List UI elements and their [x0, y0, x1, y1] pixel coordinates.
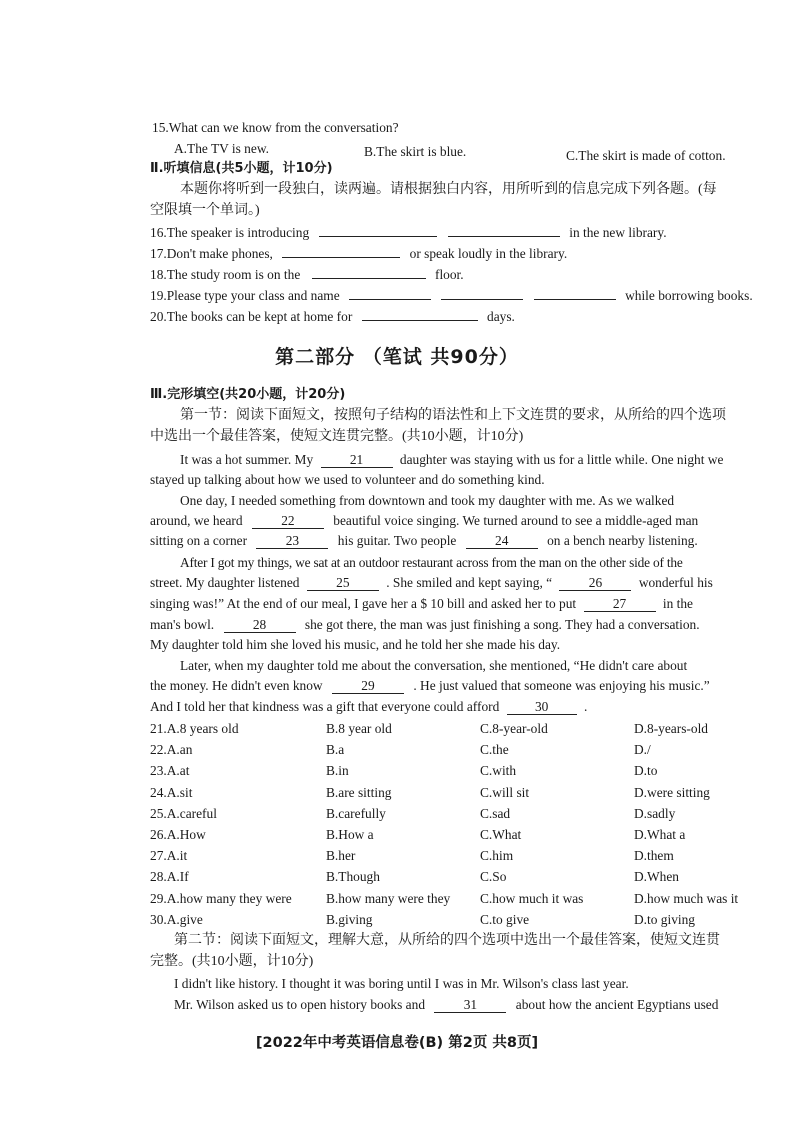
- passage-text: in the: [662, 596, 693, 611]
- q19-line: [150, 287, 753, 305]
- cloze-blank-31[interactable]: 31: [434, 997, 506, 1013]
- part2-title: 第二部分 （笔试 共90分）: [275, 346, 519, 368]
- passage2-text: Mr. Wilson asked us to open history books and: [174, 997, 426, 1012]
- q19-blank-3[interactable]: [534, 299, 616, 300]
- option-23-d[interactable]: D.to: [634, 763, 658, 779]
- cloze-blank-25[interactable]: 25: [307, 575, 379, 591]
- option-30-b[interactable]: B.giving: [326, 911, 373, 927]
- q18-text-end: floor.: [434, 267, 464, 282]
- q16-blank-2[interactable]: [448, 236, 560, 237]
- passage-text: sitting on a corner: [150, 533, 248, 548]
- option-21-b[interactable]: B.8 year old: [326, 721, 392, 736]
- cloze-blank-30[interactable]: 30: [507, 699, 577, 715]
- q20-line: [150, 308, 515, 326]
- option-21-c[interactable]: C.8-year-old: [480, 721, 548, 736]
- q15-question: 15.What can we know from the conversation?: [152, 120, 399, 135]
- q16-text: 16.The speaker is introducing: [150, 225, 310, 240]
- cloze-blank-23[interactable]: 23: [256, 533, 328, 549]
- passage-line: One day, I needed something from downtown and took my daughter with me. As we walked: [180, 493, 675, 508]
- passage-text: around, we heard: [150, 513, 243, 528]
- passage-text: street. My daughter listened: [150, 575, 300, 590]
- passage-text: on a bench nearby listening.: [547, 533, 698, 548]
- cloze-blank-22[interactable]: 22: [252, 513, 324, 529]
- section3-sub2-line1: 第二节：阅读下面短文，理解大意，从所给的四个选项中选出一个最佳答案，使短文连贯: [174, 933, 720, 948]
- option-24-d[interactable]: D.were sitting: [634, 784, 710, 800]
- option-24-b[interactable]: B.are sitting: [326, 784, 392, 800]
- q19-blank-1[interactable]: [349, 299, 431, 300]
- passage-line: [150, 698, 587, 716]
- passage2-text: about how the ancient Egyptians used: [515, 997, 719, 1012]
- option-27-b[interactable]: B.her: [326, 848, 356, 864]
- passage-text: his guitar. Two people: [337, 533, 457, 548]
- option-27-d[interactable]: D.them: [634, 848, 674, 864]
- option-28-c[interactable]: C.So: [480, 869, 507, 885]
- option-22-c[interactable]: C.the: [480, 742, 509, 758]
- passage-text: wonderful his: [638, 575, 713, 590]
- cloze-blank-21[interactable]: 21: [321, 452, 393, 468]
- q20-blank[interactable]: [362, 320, 478, 321]
- passage-line: After I got my things, we sat at an outdoor restaurant across from the man on the other side of the: [180, 555, 683, 570]
- cloze-blank-28[interactable]: 28: [224, 617, 296, 633]
- q17-blank[interactable]: [282, 257, 400, 258]
- section3-sub1-line1: 第一节：阅读下面短文，按照句子结构的语法性和上下文连贯的要求，从所给的四个选项: [180, 408, 726, 423]
- passage-line: [180, 451, 723, 469]
- q18-text: 18.The study room is on the: [150, 267, 301, 282]
- passage-text: And I told her that kindness was a gift that everyone could afford: [150, 699, 500, 714]
- passage-text: she got there, the man was just finishing a song. They had a conversation.: [304, 617, 700, 632]
- passage-text: . She smiled and kept saying, “: [386, 575, 553, 590]
- section2-instruction-line2: 空限填一个单词。): [150, 203, 260, 218]
- option-28-d[interactable]: D.When: [634, 869, 679, 885]
- option-21-a[interactable]: 21.A.8 years old: [150, 721, 239, 736]
- option-29-d[interactable]: D.how much was it: [634, 890, 739, 906]
- passage-text: .: [584, 699, 588, 714]
- option-27-c[interactable]: C.him: [480, 848, 514, 864]
- q15-option-c: C.The skirt is made of cotton.: [566, 148, 726, 163]
- passage-text: the money. He didn't even know: [150, 678, 323, 693]
- option-30-c[interactable]: C.to give: [480, 911, 530, 927]
- option-22-a[interactable]: 22.A.an: [150, 742, 193, 758]
- option-29-b[interactable]: B.how many were they: [326, 890, 451, 906]
- q19-text: 19.Please type your class and name: [150, 288, 340, 303]
- option-25-b[interactable]: B.carefully: [326, 805, 386, 821]
- option-26-d[interactable]: D.What a: [634, 827, 686, 842]
- passage-text: daughter was staying with us for a little while. One night we: [399, 452, 724, 467]
- passage-text: beautiful voice singing. We turned around to see a middle-aged man: [333, 513, 699, 528]
- option-23-b[interactable]: B.in: [326, 763, 349, 779]
- option-22-b[interactable]: B.a: [326, 742, 345, 758]
- passage-line: My daughter told him she loved his music, and he told her she made his day.: [150, 637, 561, 652]
- option-25-a[interactable]: 25.A.careful: [150, 805, 217, 821]
- option-30-a[interactable]: 30.A.give: [150, 911, 203, 927]
- cloze-blank-29[interactable]: 29: [332, 678, 404, 694]
- q16-text-end: in the new library.: [569, 225, 667, 240]
- option-24-a[interactable]: 24.A.sit: [150, 784, 193, 800]
- section3-heading: Ⅲ.完形填空(共20小题，计20分): [150, 387, 346, 402]
- q16-line: [150, 224, 667, 242]
- q20-text: 20.The books can be kept at home for: [150, 309, 353, 324]
- option-26-a[interactable]: 26.A.How: [150, 827, 206, 842]
- page-footer: [2022年中考英语信息卷(B) 第2页 共8页]: [255, 1035, 539, 1051]
- section3-sub2-line2: 完整。(共10小题，计10分): [150, 954, 314, 969]
- passage-line: [150, 595, 693, 613]
- cloze-blank-27[interactable]: 27: [584, 596, 656, 612]
- passage-line: stayed up talking about how we used to volunteer and do something kind.: [150, 472, 545, 487]
- passage2-line: I didn't like history. I thought it was boring until I was in Mr. Wilson's class last year.: [174, 976, 629, 991]
- q17-text: 17.Don't make phones,: [150, 246, 273, 261]
- option-29-a[interactable]: 29.A.how many they were: [150, 890, 292, 906]
- option-25-d[interactable]: D.sadly: [634, 805, 676, 821]
- passage-line: [150, 574, 713, 592]
- option-26-b[interactable]: B.How a: [326, 827, 374, 842]
- passage-line: Later, when my daughter told me about the conversation, she mentioned, “He didn't care about: [180, 658, 688, 673]
- option-24-c[interactable]: C.will sit: [480, 784, 530, 800]
- q20-text-end: days.: [487, 309, 515, 324]
- q18-line: [150, 266, 464, 284]
- q19-text-end: while borrowing books.: [625, 288, 753, 303]
- option-23-c[interactable]: C.with: [480, 763, 517, 779]
- option-23-a[interactable]: 23.A.at: [150, 763, 190, 779]
- q18-blank[interactable]: [312, 278, 426, 279]
- option-27-a[interactable]: 27.A.it: [150, 848, 188, 864]
- passage-text: It was a hot summer. My: [180, 452, 314, 467]
- option-29-c[interactable]: C.how much it was: [480, 890, 584, 906]
- option-26-c[interactable]: C.What: [480, 827, 522, 842]
- q17-line: [150, 245, 567, 263]
- section2-heading: Ⅱ.听填信息(共5小题，计10分): [150, 161, 333, 176]
- section3-sub1-line2: 中选出一个最佳答案，使短文连贯完整。(共10小题，计10分): [150, 429, 524, 444]
- option-21-d[interactable]: D.8-years-old: [634, 721, 708, 736]
- option-25-c[interactable]: C.sad: [480, 805, 511, 821]
- q17-text-end: or speak loudly in the library.: [409, 246, 568, 261]
- q15-option-a: A.The TV is new.: [174, 141, 269, 156]
- passage-line: [150, 532, 698, 550]
- q19-blank-2[interactable]: [441, 299, 523, 300]
- cloze-blank-26[interactable]: 26: [559, 575, 631, 591]
- cloze-blank-24[interactable]: 24: [466, 533, 538, 549]
- passage-line: [150, 677, 710, 695]
- q15-option-b: B.The skirt is blue.: [364, 144, 467, 159]
- option-30-d[interactable]: D.to giving: [634, 911, 696, 927]
- q16-blank-1[interactable]: [319, 236, 437, 237]
- passage2-line: [174, 996, 718, 1014]
- passage-line: [150, 616, 700, 634]
- passage-text: man's bowl.: [150, 617, 215, 632]
- passage-line: [150, 512, 698, 530]
- passage-text: . He just valued that someone was enjoying his music.”: [413, 678, 710, 693]
- option-28-b[interactable]: B.Though: [326, 869, 380, 885]
- section2-instruction-line1: 本题你将听到一段独白，读两遍。请根据独白内容，用所听到的信息完成下列各题。(每: [180, 182, 717, 197]
- option-28-a[interactable]: 28.A.If: [150, 869, 189, 885]
- passage-text: singing was!” At the end of our meal, I gave her a $ 10 bill and asked her to put: [150, 596, 577, 611]
- option-22-d[interactable]: D./: [634, 742, 651, 758]
